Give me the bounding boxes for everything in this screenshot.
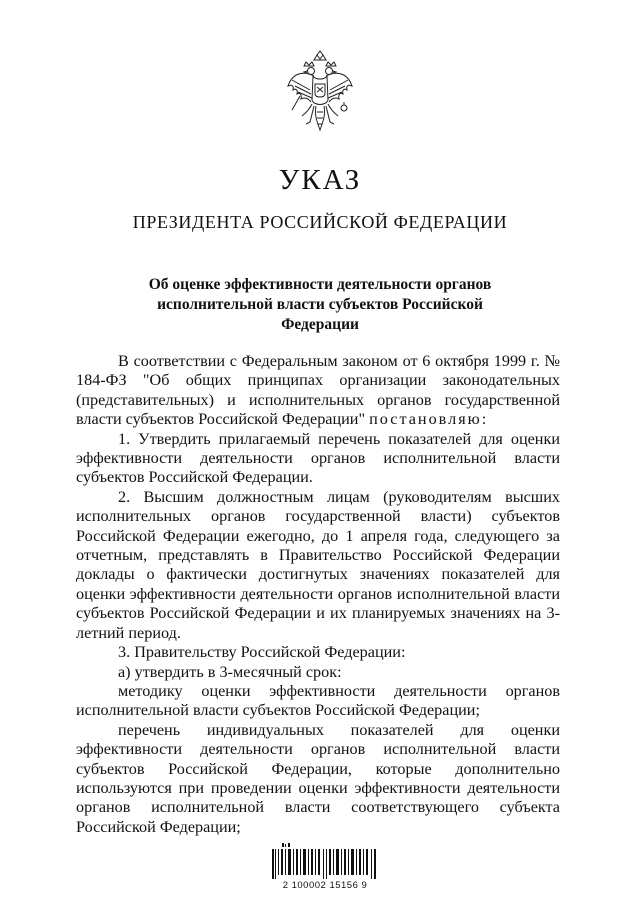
paragraph-item-2: 2. Высшим должностным лицам (руководителям высших исполнительных органов государственной власти) субъектов Российской Федерации ежегодно, до 1 апреля года, следующего за отчетным, представлять в Правительство Российской Федерации доклады о фактически достигнутых значениях показателей для оценки эффективности деятельности органов исполнительной власти субъектов Российской Федерации и их планируемых значениях на 3-летний период. xyxy=(76,487,560,642)
paragraph-item-1: 1. Утвердить прилагаемый перечень показателей для оценки эффективности деятельности органов исполнительной власти субъектов Российской Федерации. xyxy=(76,429,560,487)
paragraph-methodology: методику оценки эффективности деятельности органов исполнительной власти субъектов Российской Федерации; xyxy=(76,681,560,720)
decree-body xyxy=(76,352,560,837)
heading-line: Об оценке эффективности деятельности органов xyxy=(148,276,492,293)
barcode-number: 2 100002 15156 9 xyxy=(282,880,368,891)
heading-line: Федерации xyxy=(281,316,359,333)
heading-line: исполнительной власти субъектов Российской xyxy=(157,296,483,313)
document-title: УКАЗ xyxy=(278,164,362,196)
document-subtitle: ПРЕЗИДЕНТА РОССИЙСКОЙ ФЕДЕРАЦИИ xyxy=(132,212,508,232)
paragraph-item-3a: а) утвердить в 3-месячный срок: xyxy=(118,662,342,681)
paragraph-item-3: 3. Правительству Российской Федерации: xyxy=(118,643,406,662)
coat-of-arms-icon xyxy=(284,50,356,140)
preamble-decree-word: постановляю: xyxy=(369,410,489,429)
paragraph-indicators-list: перечень индивидуальных показателей для оценки эффективности деятельности органов исполнительной власти субъектов Российской Федерации, которые дополнительно используются при проведении оценки эффективности деятельности органов исполнительной власти соответствующего субъекта Российской Федерации; xyxy=(76,720,560,836)
decree-heading xyxy=(100,275,540,335)
preamble-text: В соответствии с Федеральным законом от 6 октября 1999 г. № 184-ФЗ "Об общих принципах организации законодательных (представительных) и исполнительных органов государственной власти субъектов Российской Федерации" xyxy=(76,352,560,429)
paragraph-preamble xyxy=(76,352,560,430)
